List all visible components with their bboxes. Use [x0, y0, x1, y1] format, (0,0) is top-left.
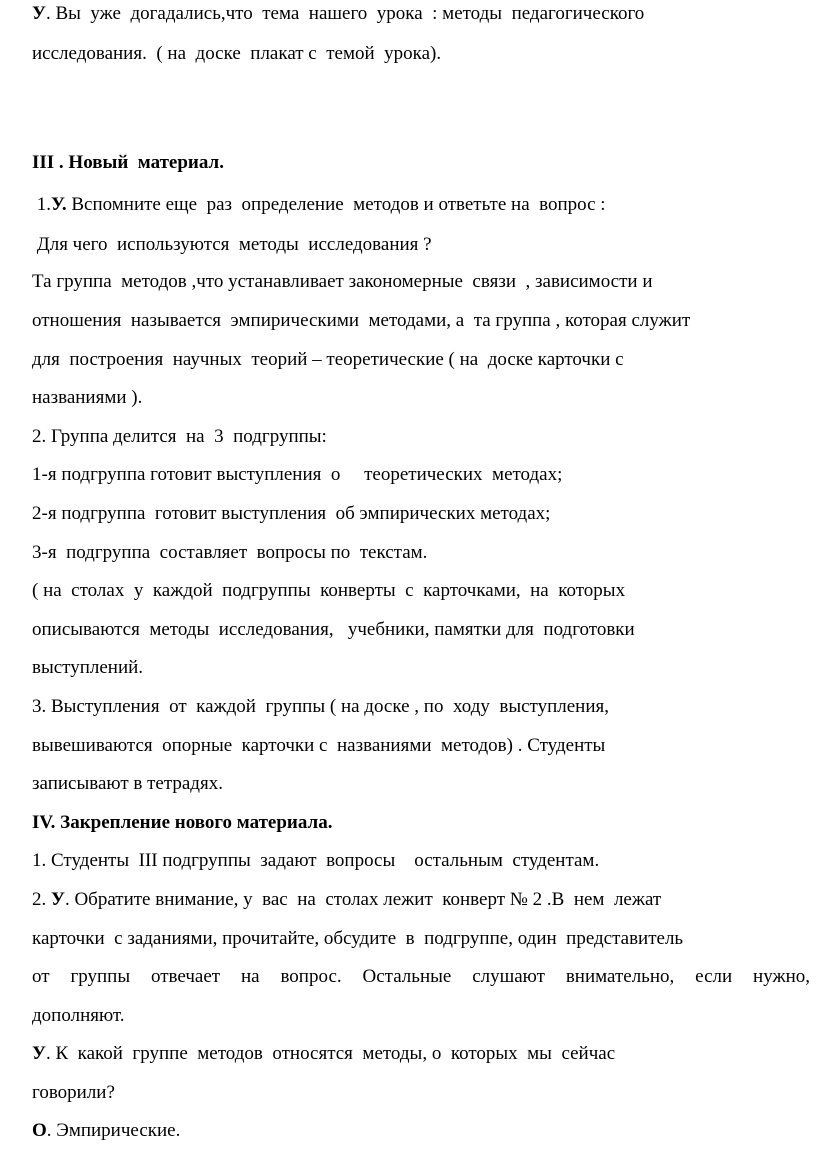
speaker-answer-marker: О [32, 1120, 47, 1141]
teacher-question-line-2: говорили? [32, 1082, 115, 1103]
s3-subgroup-2: 2-я подгруппа готовит выступления об эмпирических методах; [32, 503, 551, 524]
section-3-heading: III . Новый материал. [32, 152, 224, 173]
s3-line-c: для построения научных теорий – теоретические ( на доске карточки с [32, 349, 624, 370]
s3-item-3-line-2: вывешиваются опорные карточки с названиями методов) . Студенты [32, 735, 606, 756]
paragraph-topic-line-1: У. Вы уже догадались,что тема нашего урока : методы педагогического [32, 3, 645, 24]
s3-note-2: описываются методы исследования, учебники, памятки для подготовки [32, 619, 635, 640]
s4-item-2-line-2: карточки с заданиями, прочитайте, обсудите в подгруппе, один представитель [32, 928, 684, 949]
answer-line: О. Эмпирические. [32, 1120, 181, 1141]
s4-item-2-line-1: 2. У. Обратите внимание, у вас на столах лежит конверт № 2 .В нем лежат [32, 889, 662, 910]
speaker-teacher-marker: У [51, 889, 65, 910]
s3-item-2: 2. Группа делится на 3 подгруппы: [32, 426, 327, 447]
s3-item-1: 1.У. Вспомните еще раз определение методов и ответьте на вопрос : [32, 194, 606, 215]
speaker-teacher-marker: У [32, 3, 46, 24]
s4-item-2-line-4: дополняют. [32, 1005, 125, 1026]
s3-note-3: выступлений. [32, 657, 144, 678]
s3-line-d: названиями ). [32, 387, 143, 408]
s3-item-3-line-1: 3. Выступления от каждой группы ( на доске , по ходу выступления, [32, 696, 610, 717]
paragraph-topic-line-2: исследования. ( на доске плакат с темой урока). [32, 43, 442, 64]
speaker-teacher-marker: У [32, 1043, 46, 1064]
s4-item-1: 1. Студенты III подгруппы задают вопросы остальным студентам. [32, 850, 600, 871]
section-4-heading: IV. Закрепление нового материала. [32, 812, 333, 833]
teacher-question-line-1: У. К какой группе методов относятся методы, о которых мы сейчас [32, 1043, 616, 1064]
s3-note-1: ( на столах у каждой подгруппы конверты с карточками, на которых [32, 580, 626, 601]
s3-question: Для чего используются методы исследования ? [32, 234, 432, 255]
s3-item-3-line-3: записывают в тетрадях. [32, 773, 223, 794]
s3-subgroup-1: 1-я подгруппа готовит выступления о теоретических методах; [32, 464, 563, 485]
s3-subgroup-3: 3-я подгруппа составляет вопросы по текстам. [32, 542, 428, 563]
s4-item-2-line-3: от группы отвечает на вопрос. Остальные слушают внимательно, если нужно, [32, 966, 810, 987]
speaker-teacher-marker: У. [51, 194, 67, 215]
s3-line-b: отношения называется эмпирическими методами, а та группа , которая служит [32, 310, 691, 331]
s3-line-a: Та группа методов ,что устанавливает закономерные связи , зависимости и [32, 271, 653, 292]
